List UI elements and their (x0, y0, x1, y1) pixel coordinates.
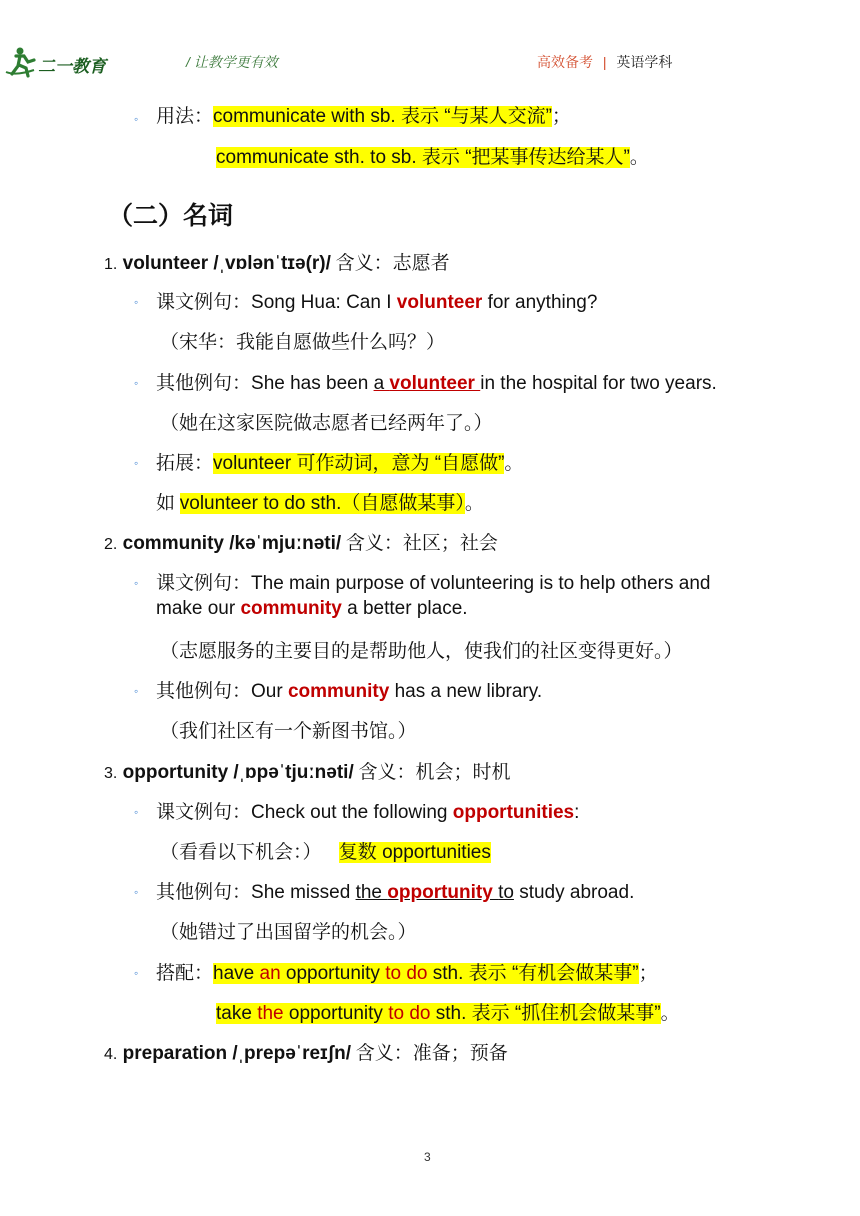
bullet-icon: ◦ (134, 112, 139, 126)
text: in the hospital for two years. (480, 373, 717, 394)
meaning: 含义：机会；时机 (353, 762, 511, 783)
volunteer-other-example (156, 368, 717, 395)
text: Song Hua: Can I (251, 292, 397, 313)
section-title: （二）名词 (108, 203, 234, 230)
label: 拓展： (156, 453, 214, 474)
usage-line-1 (156, 104, 571, 130)
punct: 。 (504, 453, 524, 474)
page-number: 3 (424, 1150, 431, 1164)
brand-name: 二一教育 (38, 57, 106, 76)
highlight: volunteer 可作动词，意为 “自愿做” (213, 453, 505, 474)
underlined (356, 882, 514, 903)
label: 其他例句： (156, 882, 252, 903)
text: have (213, 963, 260, 984)
meaning: 含义：社区；社会 (341, 533, 498, 554)
label: 搭配： (156, 963, 214, 984)
meaning: 含义：准备；预备 (350, 1043, 508, 1064)
label: 其他例句： (156, 373, 252, 394)
keyword: to do (388, 1003, 431, 1024)
entry-opportunity-heading (104, 757, 511, 784)
opportunity-collocation-1 (156, 958, 658, 985)
punct: 。 (660, 1003, 680, 1024)
headword: preparation /ˌprepəˈreɪʃn/ (122, 1043, 351, 1064)
text: opportunity (280, 963, 386, 984)
slogan: / 让教学更有效 (186, 54, 278, 70)
opportunity-other-translation: （她错过了出国留学的机会。） (160, 922, 417, 943)
keyword: community (240, 598, 342, 619)
header-right (537, 52, 672, 72)
text: She missed (251, 882, 356, 903)
header-separator: | (602, 54, 607, 70)
opportunity-text-example (156, 797, 579, 824)
text: The main purpose of volunteering is to help others and (251, 573, 711, 594)
text: has a new library. (389, 681, 543, 702)
bullet-icon: ◦ (134, 376, 139, 390)
text: sth. 表示 “抓住机会做某事” (430, 1003, 661, 1024)
text: take (216, 1003, 258, 1024)
keyword: the (257, 1003, 284, 1024)
highlight (213, 963, 639, 984)
highlight: volunteer to do sth.（自愿做某事） (179, 493, 465, 514)
keyword: volunteer (389, 373, 481, 394)
headword: volunteer /ˌvɒlənˈtɪə(r)/ (122, 253, 331, 274)
header-subject: 英语学科 (616, 54, 673, 70)
entry-number: 4. (104, 1046, 118, 1063)
keyword: community (287, 681, 390, 702)
punct: 。 (629, 147, 649, 168)
text: opportunity (283, 1003, 389, 1024)
community-text-example-cont (156, 598, 468, 620)
usage-label: 用法： (156, 106, 214, 127)
keyword: an (259, 963, 281, 984)
keyword: opportunities (452, 802, 575, 823)
underlined (374, 373, 481, 394)
translation: （看看以下机会：） (160, 842, 322, 863)
text: sth. 表示 “有机会做某事” (427, 963, 639, 984)
usage-communicate-to: communicate sth. to sb. 表示 “把某事传达给某人” (216, 147, 630, 168)
text: Check out the following (251, 802, 453, 823)
opportunity-other-example (156, 877, 634, 904)
community-other-translation: （我们社区有一个新图书馆。） (160, 721, 417, 742)
bullet-icon: ◦ (134, 966, 139, 980)
opportunity-text-translation-line (160, 837, 491, 864)
punct: ； (551, 106, 571, 127)
text: to (498, 882, 514, 903)
usage-communicate-with: communicate with sb. 表示 “与某人交流” (213, 106, 552, 127)
volunteer-text-example (156, 287, 597, 314)
entry-volunteer-heading (104, 248, 450, 275)
volunteer-text-translation: （宋华：我能自愿做些什么吗？） (160, 332, 446, 353)
meaning: 含义：志愿者 (330, 253, 450, 274)
keyword: volunteer (396, 292, 483, 313)
entry-number: 1. (104, 256, 118, 273)
bullet-icon: ◦ (134, 885, 139, 899)
text: Our (251, 681, 288, 702)
bullet-icon: ◦ (134, 684, 139, 698)
punct: 。 (464, 493, 484, 514)
logo (4, 46, 116, 78)
header-exam: 高效备考 (537, 54, 593, 70)
community-other-example (156, 676, 542, 703)
text: for anything? (482, 292, 598, 313)
text: make our (156, 598, 241, 619)
headword: community /kəˈmjuːnəti/ (122, 533, 342, 554)
volunteer-extension-2 (156, 488, 484, 515)
keyword: to do (385, 963, 428, 984)
highlight (216, 1003, 661, 1024)
bullet-icon: ◦ (134, 295, 139, 309)
community-text-translation: （志愿服务的主要目的是帮助他人，使我们的社区变得更好。） (160, 641, 683, 662)
entry-number: 3. (104, 765, 118, 782)
entry-preparation-heading (104, 1038, 508, 1065)
text: study abroad. (513, 882, 635, 903)
entry-number: 2. (104, 536, 118, 553)
text: a better place. (341, 598, 468, 619)
opportunity-collocation-2 (216, 998, 680, 1025)
bullet-icon: ◦ (134, 456, 139, 470)
text: a (373, 373, 390, 394)
plural-note: 复数 opportunities (338, 842, 491, 863)
volunteer-extension (156, 448, 523, 475)
text: : (574, 802, 580, 823)
keyword: opportunity (387, 882, 499, 903)
label: 课文例句： (156, 292, 252, 313)
headword: opportunity /ˌɒpəˈtjuːnəti/ (122, 762, 354, 783)
label: 其他例句： (156, 681, 252, 702)
text: the (355, 882, 388, 903)
label: 课文例句： (156, 573, 252, 594)
volunteer-other-translation: （她在这家医院做志愿者已经两年了。） (160, 413, 493, 434)
bullet-icon: ◦ (134, 576, 139, 590)
punct: ； (638, 963, 658, 984)
entry-community-heading (104, 528, 498, 555)
community-text-example (156, 568, 710, 595)
usage-line-2 (216, 145, 649, 171)
bullet-icon: ◦ (134, 805, 139, 819)
text: 如 (156, 493, 180, 514)
label: 课文例句： (156, 802, 252, 823)
text: She has been (251, 373, 374, 394)
